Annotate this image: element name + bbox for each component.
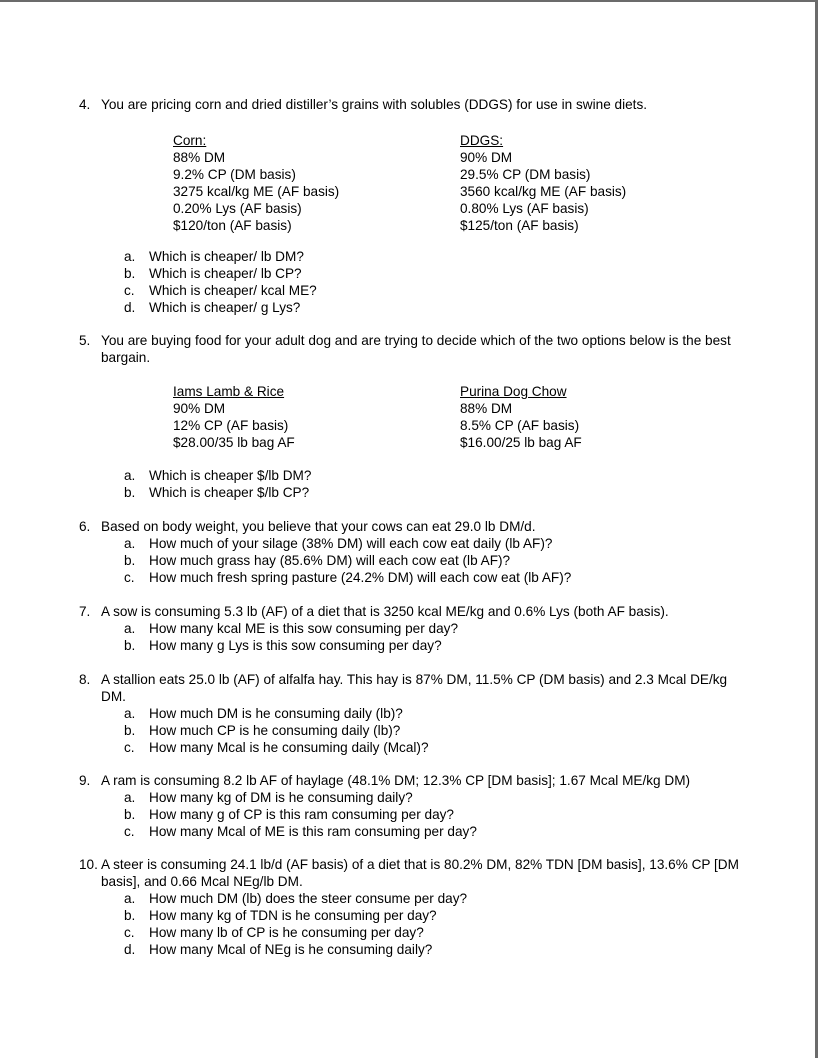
sub-text: How many kg of TDN is he consuming per day? [149, 908, 437, 923]
question-number: 10. [79, 857, 98, 872]
column-line: 0.80% Lys (AF basis) [460, 201, 589, 216]
sub-letter: d. [124, 942, 136, 957]
question-text: You are pricing corn and dried distiller’s grains with solubles (DDGS) for use in swine diets. [101, 97, 648, 112]
question-number: 7. [79, 604, 91, 619]
sub-text: How much CP is he consuming daily (lb)? [149, 723, 401, 738]
sub-text: How many g Lys is this sow consuming per day? [149, 638, 442, 653]
purina-column [460, 383, 582, 451]
column-line: 88% DM [460, 401, 513, 416]
sub-text: How much DM is he consuming daily (lb)? [149, 706, 403, 721]
sub-text: Which is cheaper/ lb CP? [149, 266, 302, 281]
column-line: 9.2% CP (DM basis) [173, 167, 296, 182]
column-line: $125/ton (AF basis) [460, 218, 579, 233]
sub-letter: a. [124, 249, 136, 264]
column-line: $120/ton (AF basis) [173, 218, 292, 233]
sub-text: How much DM (lb) does the steer consume per day? [149, 891, 468, 906]
sub-text: How many Mcal is he consuming daily (Mcal)? [149, 740, 429, 755]
column-line: 29.5% CP (DM basis) [460, 167, 591, 182]
question-text: A sow is consuming 5.3 lb (AF) of a diet that is 3250 kcal ME/kg and 0.6% Lys (both AF basis). [101, 604, 669, 619]
column-line: 12% CP (AF basis) [173, 418, 289, 433]
sub-text: How many g of CP is this ram consuming per day? [149, 807, 454, 822]
sub-letter: a. [124, 790, 136, 805]
question-number: 8. [79, 672, 91, 687]
question-number: 5. [79, 333, 91, 348]
column-line: $28.00/35 lb bag AF [173, 435, 295, 450]
sub-text: Which is cheaper/ kcal ME? [149, 283, 317, 298]
sub-text: How much of your silage (38% DM) will each cow eat daily (lb AF)? [149, 536, 553, 551]
sub-letter: b. [124, 266, 136, 281]
question-number: 9. [79, 773, 91, 788]
column-header: DDGS: [460, 133, 504, 148]
question-text: A ram is consuming 8.2 lb AF of haylage (48.1% DM; 12.3% CP [DM basis]; 1.67 Mcal ME/kg DM) [101, 773, 691, 788]
column-header: Purina Dog Chow [460, 384, 567, 399]
sub-letter: b. [124, 553, 136, 568]
sub-letter: c. [124, 925, 135, 940]
sub-letter: c. [124, 283, 135, 298]
question-text: A steer is consuming 24.1 lb/d (AF basis) of a diet that is 80.2% DM, 82% TDN [DM basis], 13.6% CP [DM basis], and 0.66 Mcal NEg/lb DM. [101, 857, 739, 889]
sub-text: How much grass hay (85.6% DM) will each cow eat (lb AF)? [149, 553, 511, 568]
sub-text: How many kcal ME is this sow consuming per day? [149, 621, 458, 636]
sub-letter: a. [124, 706, 136, 721]
sub-text: How many kg of DM is he consuming daily? [149, 790, 413, 805]
sub-letter: a. [124, 891, 136, 906]
column-line: 3560 kcal/kg ME (AF basis) [460, 184, 627, 199]
sub-text: Which is cheaper/ lb DM? [149, 249, 304, 264]
sub-text: Which is cheaper/ g Lys? [149, 300, 301, 315]
column-line: 90% DM [460, 150, 513, 165]
column-line: 3275 kcal/kg ME (AF basis) [173, 184, 340, 199]
sub-text: How many Mcal of ME is this ram consuming per day? [149, 824, 477, 839]
sub-letter: b. [124, 908, 136, 923]
sub-text: Which is cheaper $/lb DM? [149, 468, 312, 483]
column-line: 88% DM [173, 150, 226, 165]
question-text: A stallion eats 25.0 lb (AF) of alfalfa hay. This hay is 87% DM, 11.5% CP (DM basis) and 2.3 Mcal DE/kg DM. [101, 672, 728, 704]
question-number: 6. [79, 519, 91, 534]
sub-text: How many lb of CP is he consuming per day? [149, 925, 424, 940]
sub-text: Which is cheaper $/lb CP? [149, 485, 310, 500]
column-line: 0.20% Lys (AF basis) [173, 201, 302, 216]
corn-column [173, 132, 339, 234]
sub-letter: c. [124, 740, 135, 755]
sub-letter: a. [124, 536, 136, 551]
column-line: $16.00/25 lb bag AF [460, 435, 582, 450]
sub-letter: a. [124, 468, 136, 483]
column-line: 90% DM [173, 401, 226, 416]
sub-text: How much fresh spring pasture (24.2% DM) will each cow eat (lb AF)? [149, 570, 572, 585]
column-line: 8.5% CP (AF basis) [460, 418, 580, 433]
sub-text: How many Mcal of NEg is he consuming daily? [149, 942, 433, 957]
sub-letter: b. [124, 807, 136, 822]
sub-letter: b. [124, 723, 136, 738]
sub-letter: b. [124, 485, 136, 500]
question-text: You are buying food for your adult dog and are trying to decide which of the two options below is the best bargain. [101, 333, 731, 365]
ddgs-column [460, 132, 626, 234]
column-header: Iams Lamb & Rice [173, 384, 285, 399]
sub-letter: b. [124, 638, 136, 653]
column-header: Corn: [173, 133, 207, 148]
question-text: Based on body weight, you believe that your cows can eat 29.0 lb DM/d. [101, 519, 536, 534]
sub-letter: a. [124, 621, 136, 636]
sub-letter: d. [124, 300, 136, 315]
sub-letter: c. [124, 570, 135, 585]
sub-letter: c. [124, 824, 135, 839]
page-top-border [0, 0, 818, 2]
question-number: 4. [79, 97, 91, 112]
iams-column [173, 383, 295, 451]
